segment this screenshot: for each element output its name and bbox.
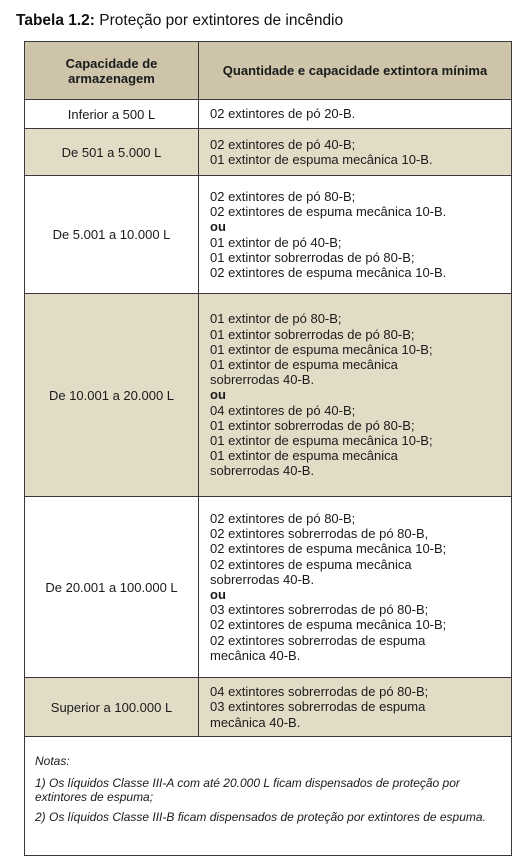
quantity-cell (210, 129, 505, 175)
header-capacity: Capacidade de armazenagem (25, 42, 199, 99)
requirement-line: mecânica 40-B. (210, 714, 301, 730)
requirement-line: 02 extintores de pó 40-B; (210, 136, 356, 152)
table-header (25, 42, 511, 100)
requirement-line: sobrerrodas 40-B. (210, 463, 315, 479)
requirement-line: sobrerrodas 40-B. (210, 571, 315, 587)
requirement-line: 02 extintores de pó 80-B; (210, 510, 356, 526)
note-1: 1) Os líquidos Classe III-A com até 20.000 L ficam dispensados de proteção por extintores de espuma; (35, 775, 460, 804)
table-title (16, 12, 343, 30)
capacity-cell: Inferior a 500 L (25, 100, 199, 128)
requirement-line: 01 extintor de pó 40-B; (210, 234, 342, 250)
notes (25, 737, 511, 855)
requirement-line: 02 extintores de pó 20-B. (210, 106, 356, 122)
requirement-line: 02 extintores de espuma mecânica (210, 556, 412, 572)
or-separator: ou (210, 587, 226, 602)
requirement-line: 02 extintores de pó 80-B; (210, 188, 356, 204)
quantity-cell (210, 176, 505, 293)
quantity-cell (210, 497, 505, 677)
requirement-line: 02 extintores de espuma mecânica 10-B. (210, 264, 447, 280)
requirement-line: 01 extintor sobrerrodas de pó 80-B; (210, 249, 415, 265)
requirement-line: 02 extintores de espuma mecânica 10-B; (210, 541, 447, 557)
quantity-cell (210, 294, 505, 496)
requirement-line: 01 extintor de espuma mecânica (210, 448, 398, 464)
capacity-cell: Superior a 100.000 L (25, 678, 199, 736)
requirement-line: 01 extintor de espuma mecânica 10-B; (210, 341, 433, 357)
or-separator: ou (210, 387, 226, 403)
requirement-line: 02 extintores de espuma mecânica 10-B; (210, 617, 447, 633)
requirement-line: 01 extintor de espuma mecânica (210, 356, 398, 372)
notes-heading: Notas: (35, 754, 70, 768)
quantity-cell (210, 678, 505, 736)
table-title-text: Proteção por extintores de incêndio (99, 12, 344, 29)
table-row (25, 294, 511, 497)
note-2: 2) Os líquidos Classe III-B ficam dispensados de proteção por extintores de espuma. (35, 809, 486, 824)
requirement-line: 01 extintor de espuma mecânica 10-B. (210, 152, 433, 167)
requirement-line: 01 extintor sobrerrodas de pó 80-B; (210, 417, 415, 433)
extinguisher-table (24, 41, 512, 856)
requirement-line: 02 extintores de espuma mecânica 10-B. (210, 204, 447, 220)
table-row (25, 678, 511, 737)
table-number: Tabela 1.2: (16, 12, 95, 29)
capacity-cell: De 10.001 a 20.000 L (25, 294, 199, 496)
requirement-line: sobrerrodas 40-B. (210, 372, 315, 388)
capacity-cell: De 5.001 a 10.000 L (25, 176, 199, 293)
header-quantity: Quantidade e capacidade extintora mínima (222, 63, 488, 78)
capacity-cell: De 501 a 5.000 L (25, 129, 199, 175)
table-row (25, 129, 511, 176)
requirement-line: 04 extintores sobrerrodas de pó 80-B; (210, 684, 429, 700)
requirement-line: mecânica 40-B. (210, 647, 301, 663)
requirement-line: 01 extintor de espuma mecânica 10-B; (210, 433, 433, 448)
capacity-cell: De 20.001 a 100.000 L (25, 497, 199, 677)
requirement-line: 02 extintores sobrerrodas de espuma (210, 632, 426, 648)
requirement-line: 01 extintor sobrerrodas de pó 80-B; (210, 326, 415, 342)
quantity-cell (210, 100, 505, 128)
or-separator: ou (210, 219, 226, 235)
requirement-line: 04 extintores de pó 40-B; (210, 402, 356, 418)
requirement-line: 03 extintores sobrerrodas de pó 80-B; (210, 602, 429, 618)
requirement-line: 02 extintores sobrerrodas de pó 80-B, (210, 526, 429, 542)
table-row (25, 100, 511, 129)
table-row (25, 497, 511, 678)
requirement-line: 03 extintores sobrerrodas de espuma (210, 699, 426, 715)
requirement-line: 01 extintor de pó 80-B; (210, 311, 342, 327)
table-row (25, 176, 511, 294)
